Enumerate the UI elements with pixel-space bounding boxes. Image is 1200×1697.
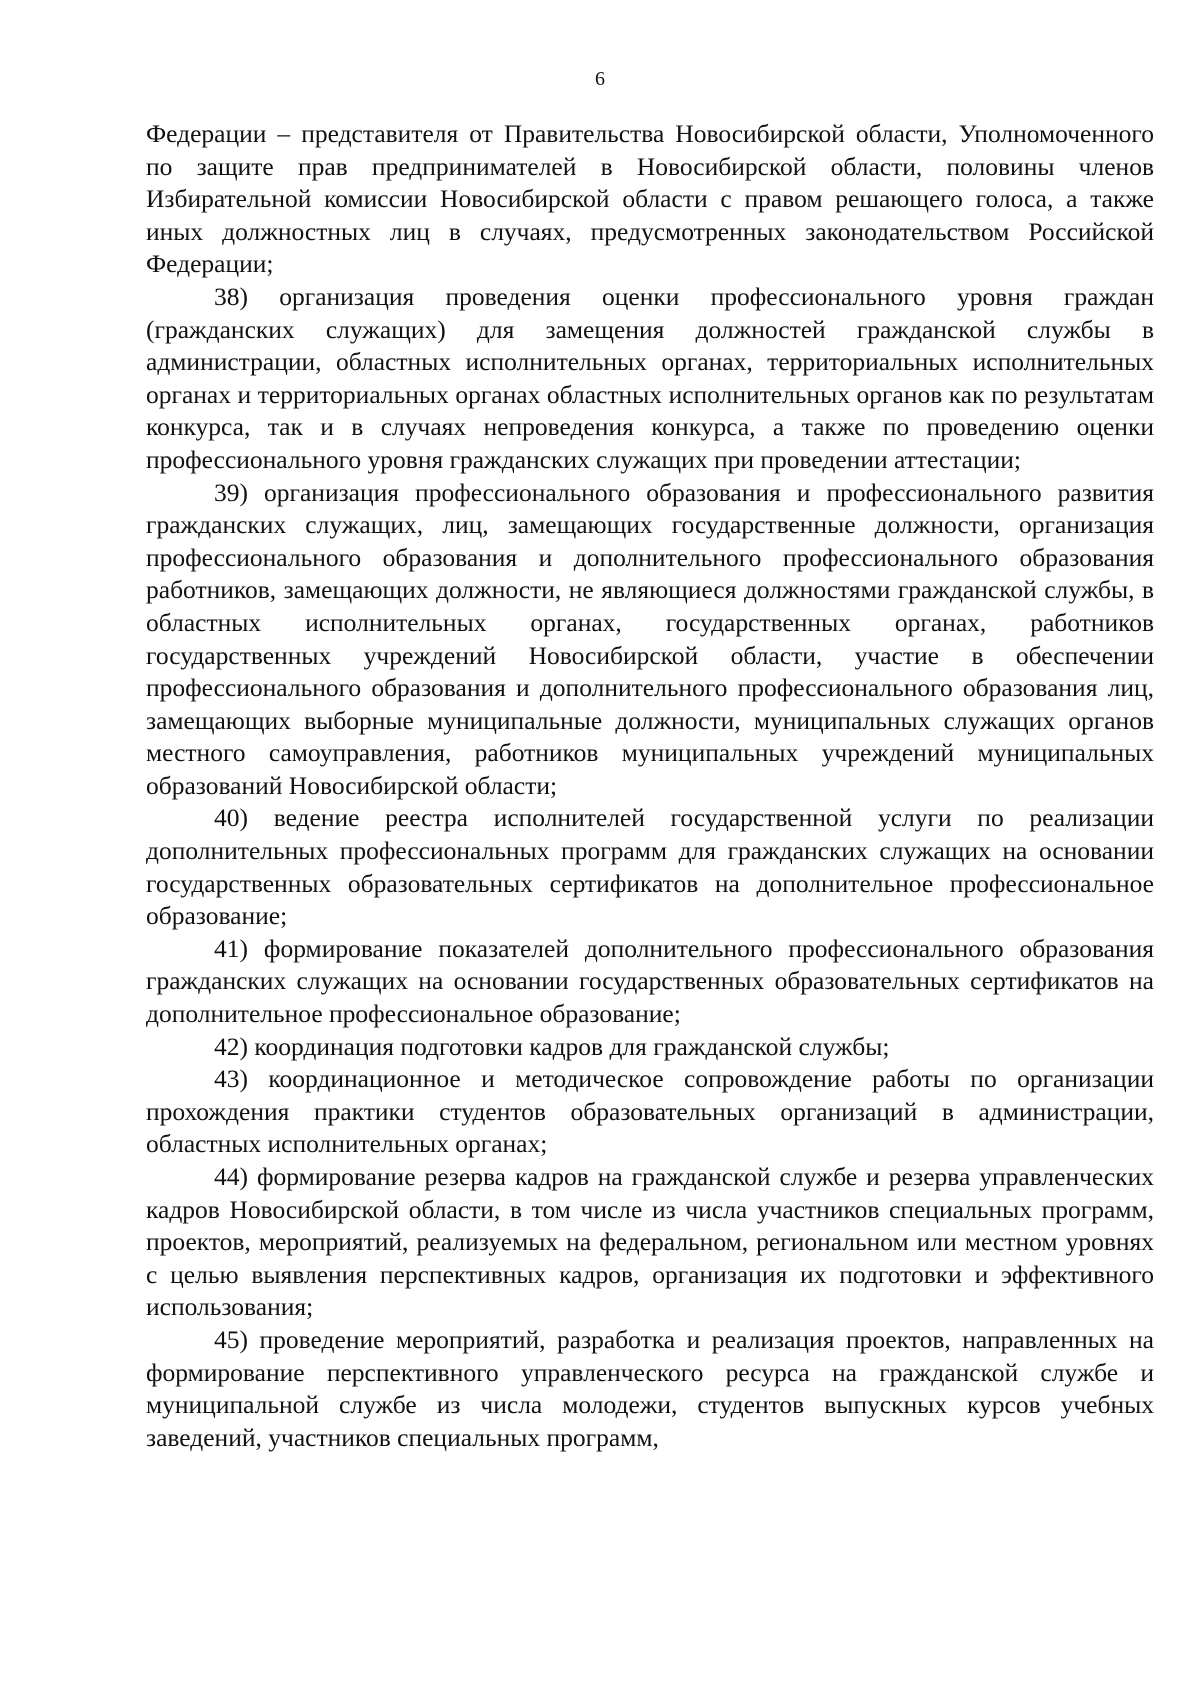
list-item-45 (146, 1324, 1154, 1454)
list-item-42 (146, 1031, 1154, 1064)
list-item-number: 41) (214, 933, 248, 963)
page-number: 6 (595, 68, 605, 90)
list-item-number: 45) (214, 1324, 248, 1354)
paragraph-text: формирование резерва кадров на гражданской службе и резерва управленческих кадров Новосибирской области, в том числе из числа участников специальных программ, проектов, мероприятий, реализуемых на федеральном, региональном или местном уровнях с целью выявления перспективных кадров, организация их подготовки и эффективного использования; (146, 1162, 1154, 1322)
list-item-number: 39) (214, 477, 248, 507)
list-item-number: 38) (214, 281, 248, 311)
list-item-38 (146, 281, 1154, 477)
paragraph-continuation (146, 118, 1154, 281)
list-item-41 (146, 933, 1154, 1031)
list-item-number: 40) (214, 803, 248, 833)
list-item-number: 44) (214, 1162, 248, 1191)
list-item-40 (146, 802, 1154, 932)
paragraph-text: организация проведения оценки профессионального уровня граждан (гражданских служащих) для замещения должностей гражданской службы в администрации, областных исполнительных органах, территориальных исполнительных органах и территориальных органах областных исполнительных органов как по результатам конкурса, так и в случаях непроведения конкурса, а также по проведению оценки профессионального уровня гражданских служащих при проведении аттестации; (146, 281, 1154, 474)
list-item-number: 42) (214, 1031, 248, 1061)
paragraph-text: координация подготовки кадров для гражданской службы; (254, 1031, 890, 1061)
paragraph-text: формирование показателей дополнительного профессионального образования гражданских служащих на основании государственных образовательных сертификатов на дополнительное профессиональное образование; (146, 933, 1155, 1029)
list-item-number: 43) (214, 1064, 248, 1094)
list-item-43 (146, 1063, 1154, 1161)
paragraph-text: координационное и методическое сопровождение работы по организации прохождения практики студентов образовательных организаций в администрации, областных исполнительных органах; (146, 1064, 1155, 1159)
paragraph-text: организация профессионального образования и профессионального развития гражданских служащих, лиц, замещающих государственные должности, организация профессионального образования и дополнительного профессионального образования работников, замещающих должности, не являющиеся должностями гражданской службы, в областных исполнительных органах, государственных органах, работников государственных учреждений Новосибирской области, участие в обеспечении профессионального образования и дополнительного профессионального образования лиц, замещающих выборные муниципальные должности, муниципальных служащих органов местного самоуправления, работников муниципальных учреждений муниципальных образований Новосибирской области; (146, 477, 1154, 800)
paragraph-text: Федерации – представителя от Правительства Новосибирской области, Уполномоченного по защите прав предпринимателей в Новосибирской области, половины членов Избирательной комиссии Новосибирской области с правом решающего голоса, а также иных должностных лиц в случаях, предусмотренных законодательством Российской Федерации; (146, 119, 1154, 279)
paragraph-text: ведение реестра исполнителей государственной услуги по реализации дополнительных профессиональных программ для гражданских служащих на основании государственных образовательных сертификатов на дополнительное профессиональное образование; (146, 803, 1154, 931)
document-body (146, 118, 1154, 1454)
list-item-44 (146, 1161, 1154, 1324)
list-item-39 (146, 477, 1154, 803)
paragraph-text: проведение мероприятий, разработка и реализация проектов, направленных на формирование перспективного управленческого ресурса на гражданской службе и муниципальной службе из числа молодежи, студентов выпускных курсов учебных заведений, участников специальных программ, (146, 1324, 1154, 1452)
